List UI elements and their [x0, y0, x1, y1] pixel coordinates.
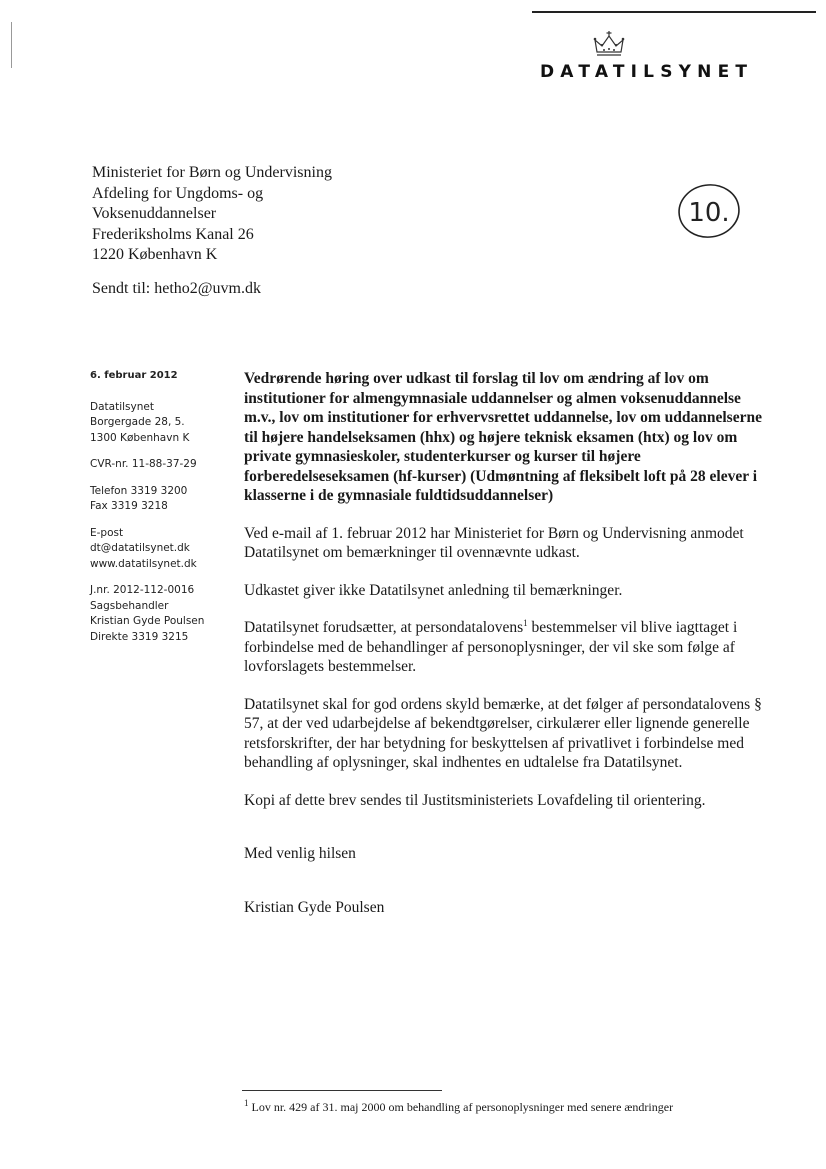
stamp-number: 10.	[688, 198, 730, 228]
letter-date: 6. februar 2012	[90, 370, 178, 381]
recipient-line: Frederiksholms Kanal 26	[92, 225, 254, 243]
paragraph	[244, 618, 764, 677]
website-link[interactable]: www.datatilsynet.dk	[90, 557, 197, 570]
letter-body	[244, 369, 764, 935]
sidebar-line: J.nr. 2012-112-0016	[90, 584, 195, 596]
footnote-ref: 1	[523, 617, 528, 628]
recipient-address	[92, 163, 332, 266]
sender-address	[90, 400, 230, 447]
letter-subject: Vedrørende høring over udkast til forslag til lov om ændring af lov om institutioner for almengymnasiale uddannelser og almen voksenuddannelse m.v., lov om institutioner for erhvervsrettet uddannelse, lov om uddannelserne til højere handelseksamen (hhx) og højere teknisk eksamen (htx) og lov om private gymnasieskoler, studenterkurser og kurser til højere forberedelseseksamen (hf-kurser) (Udmøntning af fleksibelt loft på 28 elever i klasserne i de gymnasiale fuldtidsuddannelser)	[244, 370, 762, 504]
footnote	[244, 1100, 673, 1115]
sidebar-line: Borgergade 28, 5.	[90, 416, 185, 428]
cvr-number: CVR-nr. 11-88-37-29	[90, 458, 197, 470]
web-info	[90, 526, 230, 573]
sidebar-line: Datatilsynet	[90, 400, 154, 413]
sidebar-line: Direkte 3319 3215	[90, 630, 189, 643]
recipient-line: Voksenuddannelser	[92, 205, 217, 222]
paragraph: Udkastet giver ikke Datatilsynet anledning til bemærkninger.	[244, 581, 623, 599]
margin-mark	[11, 22, 12, 68]
sent-to-line: Sendt til: hetho2@uvm.dk	[92, 280, 261, 297]
sidebar-line: Telefon 3319 3200	[90, 484, 188, 497]
brand-wordmark: DATATILSYNET	[540, 62, 754, 82]
sidebar-line: Sagsbehandler	[90, 599, 169, 612]
top-rule	[532, 11, 816, 13]
sidebar-line: E-post	[90, 526, 124, 539]
phone-info	[90, 484, 230, 515]
sender-sidebar	[90, 368, 230, 656]
sidebar-line: Kristian Gyde Poulsen	[90, 615, 205, 627]
crown-icon	[592, 30, 626, 60]
paragraph-text: bestemmelser vil blive iagttaget i forbindelse med de behandlinger af personoplysninger, der vil ske som følge af lovforslagets bestemmelser.	[244, 619, 738, 675]
sidebar-line: 1300 København K	[90, 431, 190, 444]
case-info	[90, 583, 230, 645]
paragraph: Datatilsynet skal for god ordens skyld bemærke, at det følger af persondatalovens § 57, at der ved udarbejdelse af bekendtgørelser, cirkulærer eller lignende generelle retsforskrifter, der har betydning for beskyttelsen af privatlivet i forbindelse med behandling af oplysninger, skal indhentes en udtalelse fra Datatilsynet.	[244, 695, 762, 771]
recipient-line: 1220 København K	[92, 246, 218, 263]
footnote-text: Lov nr. 429 af 31. maj 2000 om behandling af personoplysninger med senere ændringer	[248, 1100, 674, 1114]
recipient-line: Ministeriet for Børn og Undervisning	[92, 164, 332, 181]
footnote-mark: 1	[244, 1098, 249, 1108]
paragraph: Kopi af dette brev sendes til Justitsministeriets Lovafdeling til orientering.	[244, 791, 706, 809]
closing: Med venlig hilsen	[244, 845, 356, 862]
stamp-circle	[676, 181, 742, 241]
email-link[interactable]: dt@datatilsynet.dk	[90, 542, 190, 554]
paragraph: Ved e-mail af 1. februar 2012 har Ministeriet for Børn og Undervisning anmodet Datatilsynet om bemærkninger til ovennævnte udkast.	[244, 524, 744, 561]
recipient-line: Afdeling for Ungdoms- og	[92, 184, 264, 202]
sidebar-line: Fax 3319 3218	[90, 500, 168, 512]
paragraph-text: Datatilsynet forudsætter, at persondatalovens	[244, 619, 524, 636]
footnote-rule	[242, 1090, 442, 1091]
signature: Kristian Gyde Poulsen	[244, 898, 385, 916]
